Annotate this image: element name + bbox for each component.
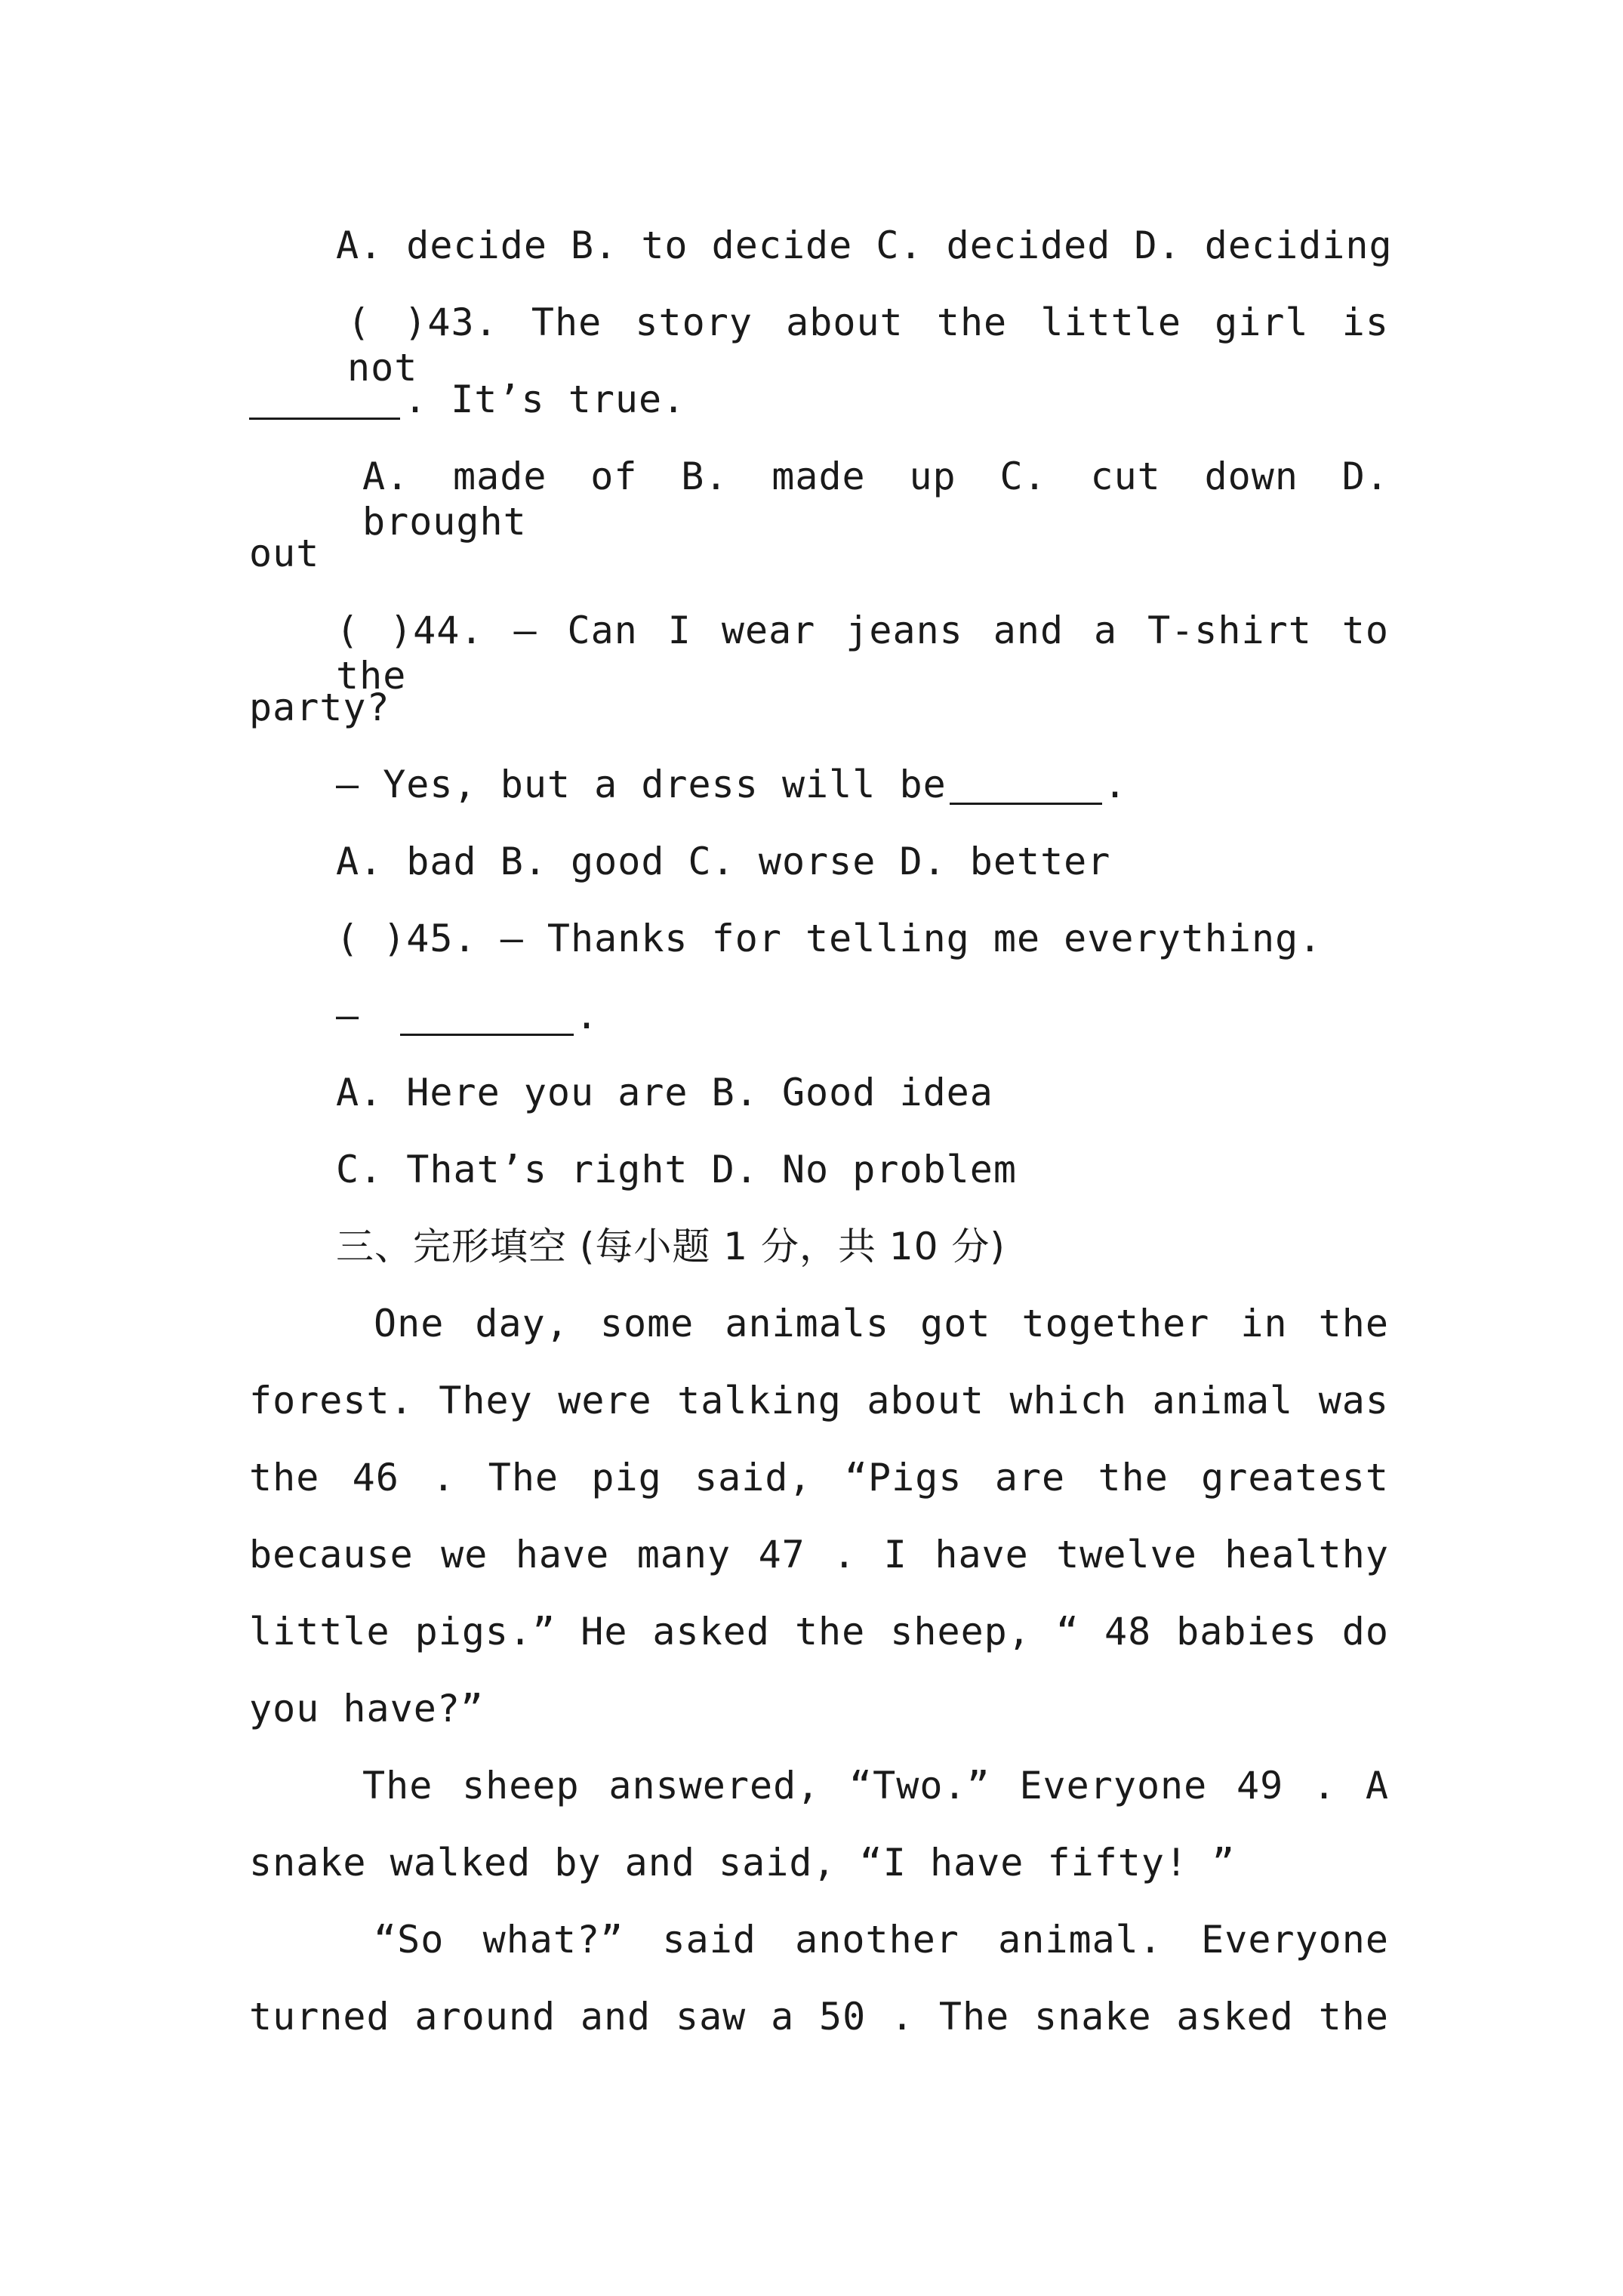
q44-reply-period: .	[1104, 763, 1128, 806]
q44-options: A. bad B. good C. worse D. better	[336, 840, 1111, 883]
q45-reply: —	[336, 994, 360, 1037]
q42-options: A. decide B. to decide C. decided D. deciding	[336, 223, 1393, 267]
q45-options-line-2: C. That’s right D. No problem	[336, 1148, 1017, 1191]
passage-line: One day, some animals got together in the	[374, 1302, 1389, 1345]
q44-stem-continuation: party?	[249, 686, 390, 729]
passage-line: The sheep answered, “Two.” Everyone 49 . A	[362, 1764, 1389, 1808]
q45-reply-period: .	[575, 994, 599, 1037]
q45-answer-blank	[400, 1034, 574, 1036]
passage-line: snake walked by and said, “I have fifty! ”	[249, 1841, 1236, 1885]
q45-options-line-1: A. Here you are B. Good idea	[336, 1071, 993, 1114]
passage-line: turned around and saw a 50 . The snake asked the	[249, 1995, 1389, 2039]
q44-reply: — Yes, but a dress will be	[336, 763, 947, 806]
passage-line: the 46 . The pig said, “Pigs are the greatest	[249, 1456, 1389, 1499]
passage-line: because we have many 47 . I have twelve healthy	[249, 1533, 1389, 1576]
q44-stem: ( )44. — Can I wear jeans and a T-shirt to the	[336, 609, 1389, 698]
passage-line: forest. They were talking about which animal was	[249, 1379, 1389, 1422]
passage-line: you have?”	[249, 1687, 485, 1730]
passage-line: “So what?” said another animal. Everyone	[374, 1918, 1389, 1962]
passage-line: little pigs.” He asked the sheep, “ 48 babies do	[249, 1610, 1389, 1653]
q43-stem-continuation: . It’s true.	[404, 378, 686, 421]
q43-options: A. made of B. made up C. cut down D. brought	[362, 455, 1389, 544]
q43-answer-blank	[249, 418, 400, 420]
q44-answer-blank	[950, 803, 1102, 805]
q45-stem: ( )45. — Thanks for telling me everything.	[336, 917, 1323, 960]
q43-stem: ( )43. The story about the little girl is not	[347, 300, 1389, 390]
q43-options-continuation: out	[249, 532, 320, 575]
section-heading-cloze: 三、完形填空 (每小题 1 分，共 10 分)	[336, 1225, 1006, 1268]
